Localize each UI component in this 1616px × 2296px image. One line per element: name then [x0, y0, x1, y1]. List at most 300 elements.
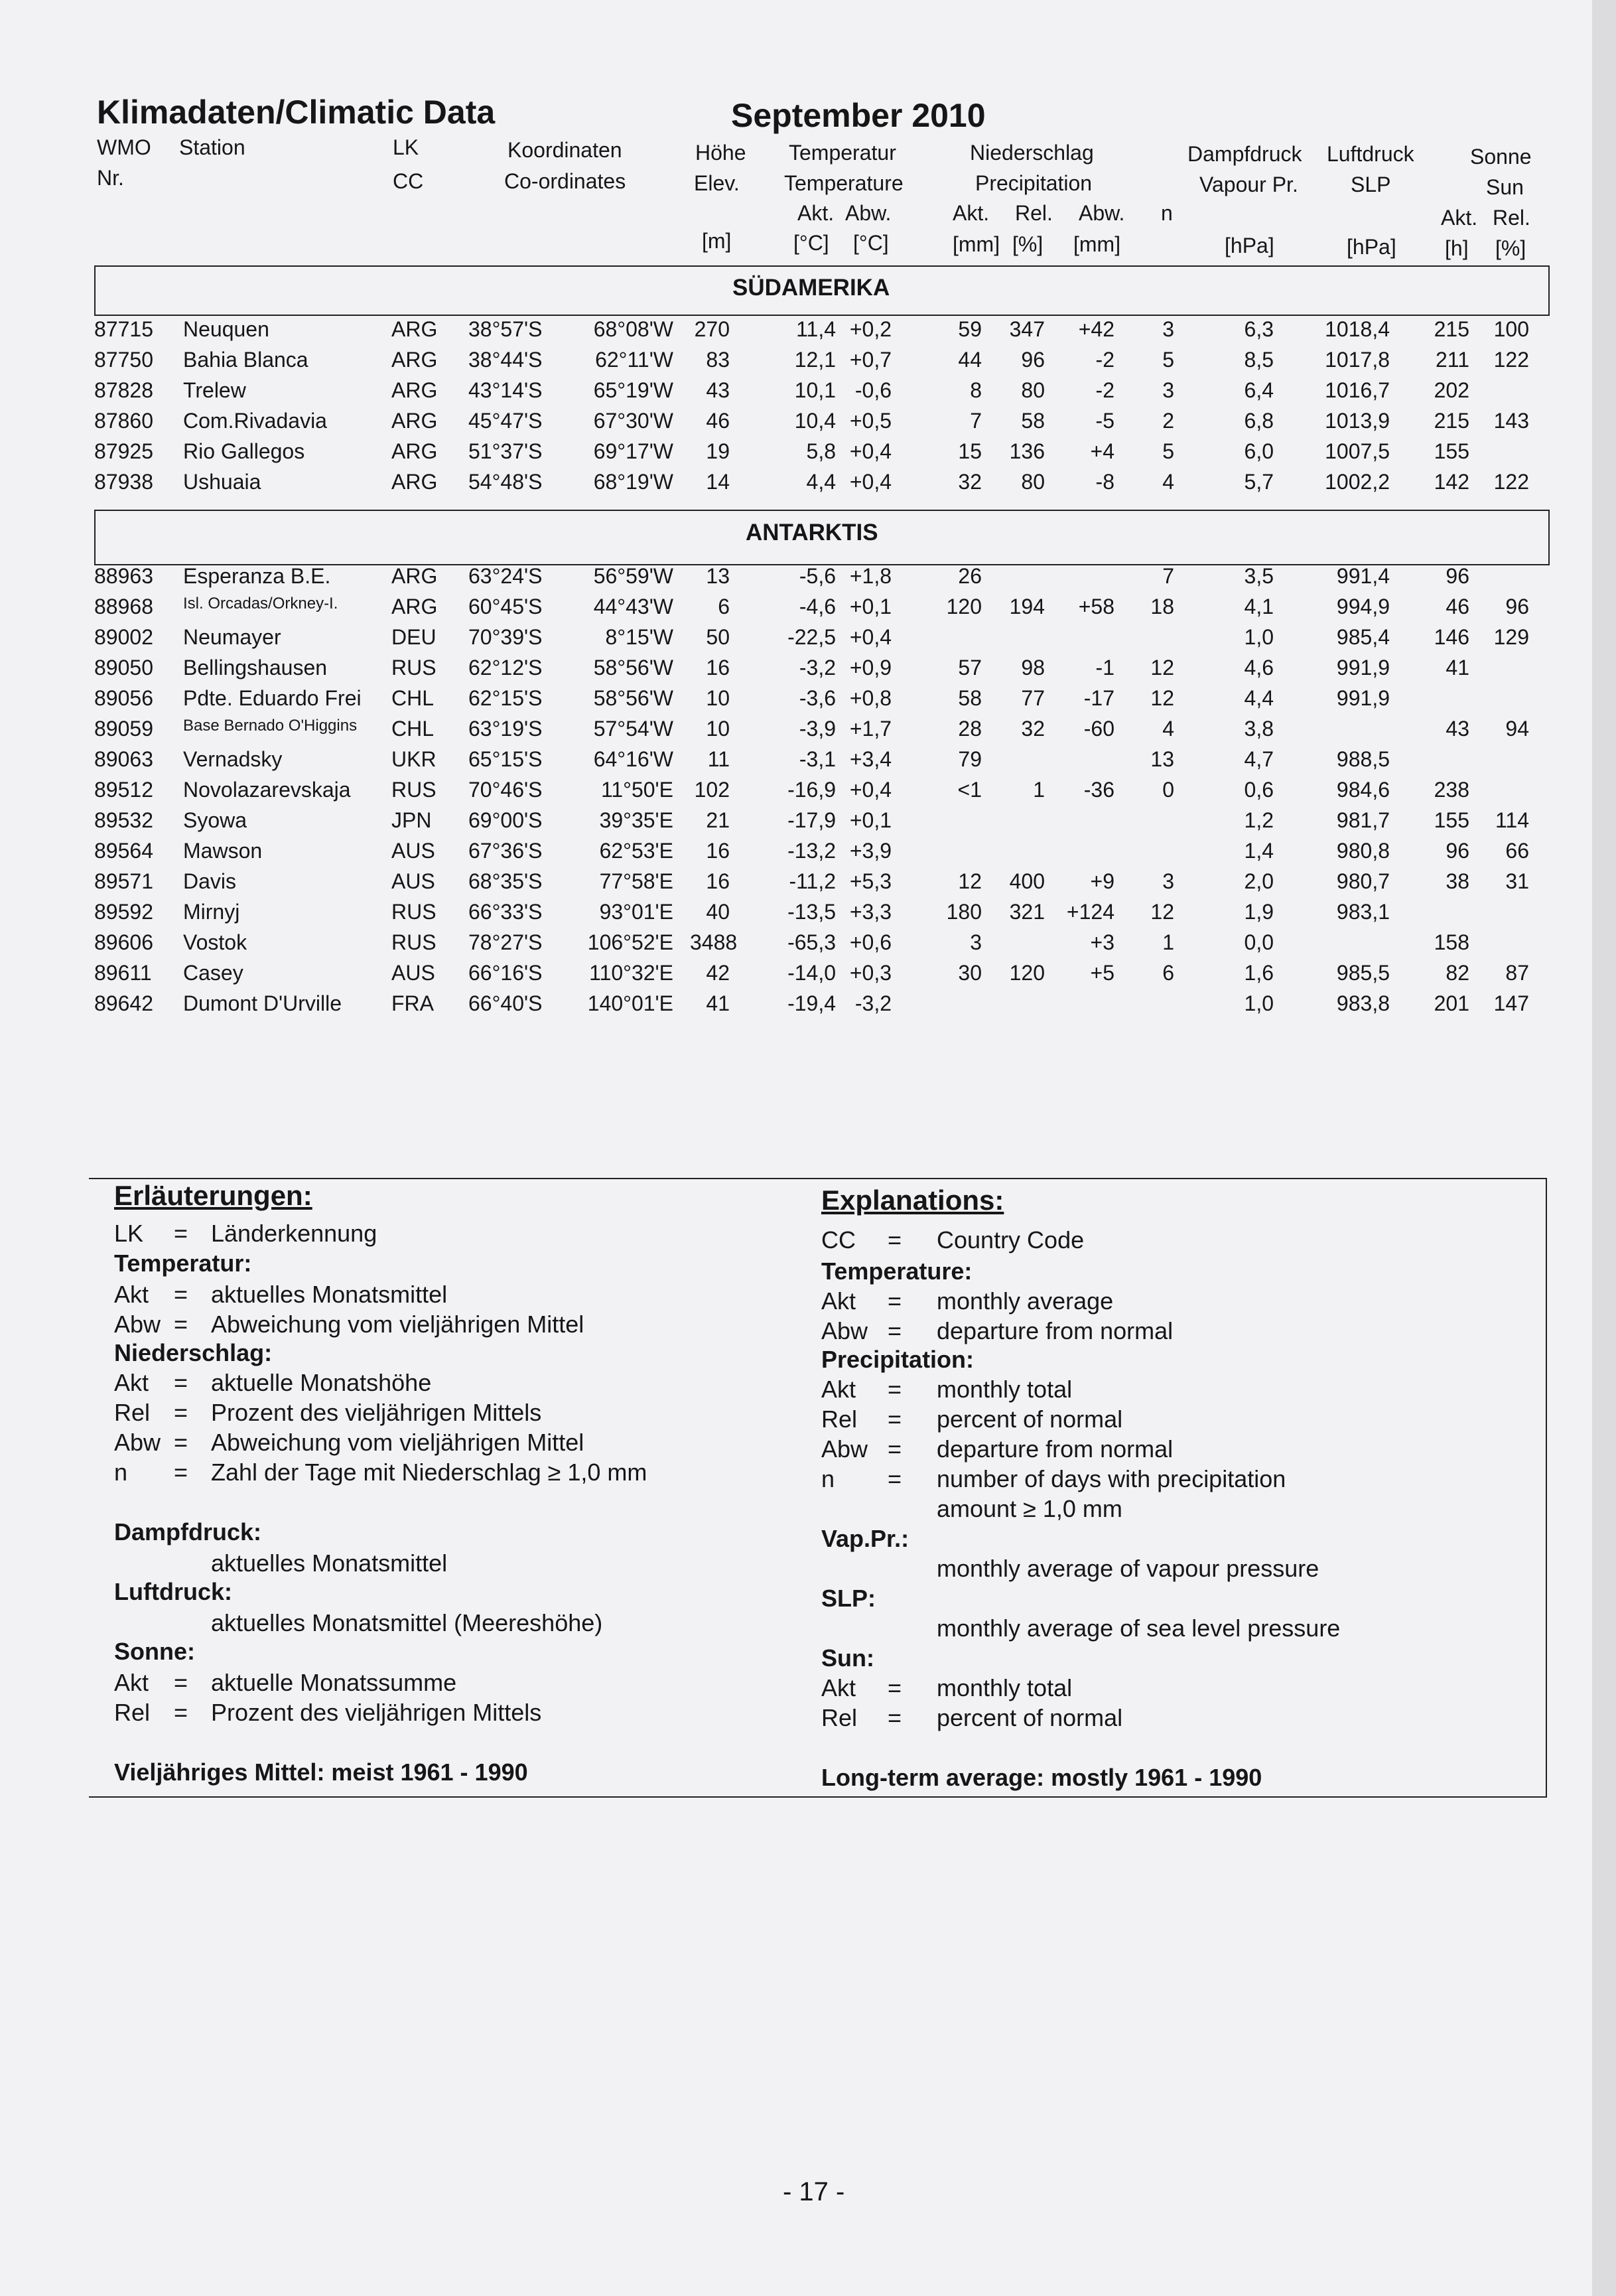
cell-elev: 16: [706, 656, 730, 680]
cell-p-rel: 96: [1021, 348, 1045, 372]
cell-t-abw: +0,4: [849, 470, 892, 494]
header-lk: LK: [393, 135, 419, 159]
cell-s-akt: 96: [1446, 839, 1469, 863]
cell-elev: 21: [706, 808, 730, 832]
cell-t-akt: -17,9: [787, 808, 836, 832]
expl-en-eq: =: [888, 1226, 902, 1254]
cell-slp: 991,9: [1336, 686, 1390, 710]
expl-de-sun-akt-key: Akt: [114, 1669, 149, 1696]
expl-de-eq: =: [174, 1281, 188, 1308]
cell-s-rel: 122: [1493, 470, 1529, 494]
header-koordinaten: Koordinaten: [507, 138, 622, 162]
cell-t-abw: +0,1: [849, 595, 892, 618]
cell-s-rel: 31: [1505, 869, 1529, 893]
cell-station: Syowa: [183, 808, 247, 832]
cell-vap: 0,0: [1244, 930, 1274, 954]
cell-nr: 89002: [94, 625, 153, 649]
header-temperatur: Temperatur: [789, 141, 896, 165]
expl-en-eq: =: [888, 1376, 902, 1403]
table-row: [0, 991, 1592, 1022]
header-sun: Sun: [1486, 175, 1524, 199]
cell-vap: 3,5: [1244, 564, 1274, 588]
cell-p-akt: 59: [958, 317, 982, 341]
header-temp-unit2: [°C]: [853, 231, 889, 255]
cell-lon: 140°01'E: [587, 991, 673, 1015]
header-sun-rel: Rel.: [1493, 206, 1530, 230]
cell-t-akt: -65,3: [787, 930, 836, 954]
table-row: [0, 839, 1592, 869]
cell-s-akt: 238: [1434, 778, 1469, 802]
cell-vap: 6,0: [1244, 439, 1274, 463]
cell-t-abw: +0,4: [849, 778, 892, 802]
expl-en-vap-head: Vap.Pr.:: [821, 1525, 909, 1552]
cell-t-akt: -3,9: [799, 717, 836, 741]
expl-de-vap-val: aktuelles Monatsmittel: [211, 1549, 448, 1577]
cell-slp: 1017,8: [1325, 348, 1390, 372]
expl-en-sun-akt-key: Akt: [821, 1674, 856, 1701]
expl-de-footer: Vieljähriges Mittel: meist 1961 - 1990: [114, 1758, 528, 1786]
cell-slp: 983,8: [1336, 991, 1390, 1015]
cell-lon: 62°53'E: [599, 839, 673, 863]
expl-de-sun-head: Sonne:: [114, 1638, 195, 1665]
cell-t-abw: +0,3: [849, 961, 892, 985]
cell-cc: ARG: [391, 348, 438, 372]
table-row: [0, 717, 1592, 747]
cell-s-akt: 38: [1446, 869, 1469, 893]
cell-t-abw: +0,6: [849, 930, 892, 954]
cell-elev: 270: [694, 317, 730, 341]
cell-cc: RUS: [391, 930, 437, 954]
expl-de-eq: =: [174, 1699, 188, 1726]
section-label-antarktis: ANTARKTIS: [746, 520, 878, 545]
cell-station: Neuquen: [183, 317, 269, 341]
cell-cc: AUS: [391, 839, 435, 863]
cell-slp: 980,7: [1336, 869, 1390, 893]
cell-nr: 89512: [94, 778, 153, 802]
expl-de-temp-abw-val: Abweichung vom vieljährigen Mittel: [211, 1311, 584, 1338]
cell-lon: 77°58'E: [599, 869, 673, 893]
cell-slp: 991,9: [1336, 656, 1390, 680]
cell-nr: 88968: [94, 595, 153, 618]
expl-en-eq: =: [888, 1317, 902, 1344]
cell-p-abw: -2: [1095, 348, 1114, 372]
expl-en-prec-rel-val: percent of normal: [937, 1405, 1123, 1433]
cell-cc: ARG: [391, 409, 438, 433]
cell-cc: CHL: [391, 686, 435, 710]
cell-t-akt: -4,6: [799, 595, 836, 618]
cell-elev: 3488: [690, 930, 738, 954]
cell-n: 2: [1162, 409, 1174, 433]
expl-de-sun-rel-val: Prozent des vieljährigen Mittels: [211, 1699, 542, 1726]
expl-de-prec-n-key: n: [114, 1459, 128, 1486]
expl-en-temp-abw-val: departure from normal: [937, 1317, 1174, 1344]
expl-en-heading: Explanations:: [821, 1184, 1004, 1216]
cell-nr: 89063: [94, 747, 153, 771]
cell-nr: 89564: [94, 839, 153, 863]
cell-p-akt: 79: [958, 747, 982, 771]
cell-p-abw: +42: [1078, 317, 1114, 341]
cell-s-rel: 143: [1493, 409, 1529, 433]
cell-station: Vernadsky: [183, 747, 283, 771]
header-prec-unit1: [mm]: [953, 232, 1000, 256]
expl-de-vap-head: Dampfdruck:: [114, 1518, 262, 1545]
cell-lon: 62°11'W: [595, 348, 673, 372]
cell-vap: 5,7: [1244, 470, 1274, 494]
header-prec-unit3: [mm]: [1073, 232, 1121, 256]
expl-en-eq: =: [888, 1405, 902, 1433]
cell-s-rel: 96: [1505, 595, 1529, 618]
cell-lon: 57°54'W: [593, 717, 673, 741]
cell-station: Rio Gallegos: [183, 439, 305, 463]
cell-s-akt: 155: [1434, 808, 1469, 832]
table-row: [0, 564, 1592, 595]
cell-slp: 1018,4: [1325, 317, 1390, 341]
header-slp-unit: [hPa]: [1347, 235, 1396, 259]
cell-t-akt: 12,1: [794, 348, 836, 372]
cell-n: 5: [1162, 439, 1174, 463]
cell-cc: AUS: [391, 869, 435, 893]
cell-t-akt: -3,2: [799, 656, 836, 680]
cell-station: Neumayer: [183, 625, 281, 649]
cell-t-abw: +3,4: [849, 747, 892, 771]
cell-p-abw: -8: [1095, 470, 1114, 494]
cell-s-akt: 211: [1435, 348, 1469, 372]
cell-cc: ARG: [391, 470, 438, 494]
cell-vap: 1,4: [1244, 839, 1274, 863]
cell-p-abw: +9: [1090, 869, 1114, 893]
cell-lat: 62°15'S: [468, 686, 543, 710]
cell-t-abw: +0,7: [849, 348, 892, 372]
cell-slp: 980,8: [1336, 839, 1390, 863]
section-label-suedamerika: SÜDAMERIKA: [732, 275, 890, 301]
cell-lat: 54°48'S: [468, 470, 543, 494]
cell-n: 12: [1150, 656, 1174, 680]
page-number: - 17 -: [783, 2177, 845, 2206]
table-row: [0, 747, 1592, 778]
cell-lon: 64°16'W: [593, 747, 673, 771]
cell-vap: 4,6: [1244, 656, 1274, 680]
expl-en-eq: =: [888, 1704, 902, 1731]
header-precipitation: Precipitation: [975, 171, 1093, 195]
page-title: Klimadaten/Climatic Data: [97, 94, 496, 131]
expl-en-temp-abw-key: Abw: [821, 1317, 868, 1344]
expl-en-eq: =: [888, 1287, 902, 1315]
expl-de-sun-rel-key: Rel: [114, 1699, 151, 1726]
expl-de-lk-key: LK: [114, 1220, 144, 1247]
cell-t-abw: +0,1: [849, 808, 892, 832]
cell-lat: 38°57'S: [468, 317, 543, 341]
cell-vap: 4,7: [1244, 747, 1274, 771]
cell-lon: 11°50'E: [600, 778, 673, 802]
expl-de-temp-akt-val: aktuelles Monatsmittel: [211, 1281, 448, 1308]
cell-p-akt: 180: [946, 900, 982, 924]
cell-cc: ARG: [391, 378, 438, 402]
cell-station: Isl. Orcadas/Orkney-I.: [183, 595, 338, 612]
cell-cc: RUS: [391, 656, 437, 680]
cell-n: 18: [1150, 595, 1174, 618]
cell-elev: 16: [706, 869, 730, 893]
cell-slp: 1002,2: [1325, 470, 1390, 494]
table-row: [0, 378, 1592, 409]
cell-elev: 14: [706, 470, 730, 494]
cell-t-akt: -5,6: [799, 564, 836, 588]
cell-s-rel: 129: [1493, 625, 1529, 649]
expl-en-prec-n-val: number of days with precipitation: [937, 1465, 1286, 1492]
cell-p-akt: 120: [946, 595, 982, 618]
cell-t-akt: 10,4: [794, 409, 836, 433]
cell-p-abw: +4: [1090, 439, 1114, 463]
cell-p-akt: 28: [958, 717, 982, 741]
cell-p-akt: 3: [970, 930, 982, 954]
cell-p-abw: -5: [1095, 409, 1114, 433]
expl-en-prec-n-key: n: [821, 1465, 835, 1492]
cell-n: 0: [1162, 778, 1174, 802]
expl-en-eq: =: [888, 1435, 902, 1463]
table-row: [0, 317, 1592, 348]
expl-de-lk-val: Länderkennung: [211, 1220, 377, 1247]
cell-t-akt: 10,1: [794, 378, 836, 402]
expl-en-sun-rel-key: Rel: [821, 1704, 858, 1731]
cell-s-akt: 146: [1434, 625, 1469, 649]
cell-lat: 66°40'S: [468, 991, 543, 1015]
cell-cc: DEU: [391, 625, 437, 649]
cell-cc: ARG: [391, 595, 438, 618]
cell-vap: 6,4: [1244, 378, 1274, 402]
header-temp-akt: Akt.: [797, 201, 835, 225]
cell-p-rel: 32: [1021, 717, 1045, 741]
header-wmo: WMO: [97, 135, 151, 159]
cell-p-rel: 80: [1021, 470, 1045, 494]
cell-station: Casey: [183, 961, 243, 985]
cell-station: Dumont D'Urville: [183, 991, 342, 1015]
cell-p-abw: -17: [1083, 686, 1114, 710]
cell-p-rel: 347: [1009, 317, 1045, 341]
cell-p-rel: 321: [1009, 900, 1045, 924]
table-row: [0, 656, 1592, 686]
cell-s-rel: 147: [1493, 991, 1529, 1015]
cell-vap: 8,5: [1244, 348, 1274, 372]
cell-cc: UKR: [391, 747, 437, 771]
expl-de-prec-abw-key: Abw: [114, 1429, 161, 1456]
expl-en-slp-val: monthly average of sea level pressure: [937, 1614, 1341, 1642]
header-prec-akt: Akt.: [953, 201, 990, 225]
cell-lat: 68°35'S: [468, 869, 543, 893]
cell-n: 5: [1162, 348, 1174, 372]
header-slp: SLP: [1351, 173, 1391, 196]
cell-lon: 67°30'W: [593, 409, 673, 433]
cell-t-abw: +3,9: [849, 839, 892, 863]
cell-p-akt: 44: [958, 348, 982, 372]
table-row: [0, 348, 1592, 378]
cell-nr: 89056: [94, 686, 153, 710]
cell-t-akt: -14,0: [787, 961, 836, 985]
cell-lat: 70°39'S: [468, 625, 543, 649]
expl-en-prec-rel-key: Rel: [821, 1405, 858, 1433]
cell-cc: RUS: [391, 778, 437, 802]
cell-lon: 58°56'W: [593, 686, 673, 710]
cell-p-rel: 136: [1009, 439, 1045, 463]
cell-lon: 56°59'W: [593, 564, 673, 588]
table-row: [0, 625, 1592, 656]
expl-de-eq: =: [174, 1311, 188, 1338]
cell-station: Bahia Blanca: [183, 348, 308, 372]
cell-nr: 89571: [94, 869, 153, 893]
table-row: [0, 595, 1592, 625]
cell-cc: FRA: [391, 991, 434, 1015]
cell-nr: 87925: [94, 439, 153, 463]
cell-vap: 6,3: [1244, 317, 1274, 341]
cell-t-abw: +1,7: [849, 717, 892, 741]
cell-cc: ARG: [391, 317, 438, 341]
table-row: [0, 470, 1592, 500]
cell-vap: 6,8: [1244, 409, 1274, 433]
cell-lat: 66°16'S: [468, 961, 543, 985]
header-luftdruck: Luftdruck: [1327, 142, 1414, 166]
cell-s-akt: 155: [1434, 439, 1469, 463]
expl-de-prec-akt-val: aktuelle Monatshöhe: [211, 1369, 432, 1396]
cell-n: 4: [1162, 717, 1174, 741]
expl-en-temp-akt-val: monthly average: [937, 1287, 1114, 1315]
expl-en-eq: =: [888, 1465, 902, 1492]
expl-de-heading: Erläuterungen:: [114, 1180, 312, 1211]
cell-lat: 51°37'S: [468, 439, 543, 463]
cell-s-rel: 94: [1505, 717, 1529, 741]
expl-de-temp-abw-key: Abw: [114, 1311, 161, 1338]
cell-vap: 1,6: [1244, 961, 1274, 985]
cell-p-akt: 8: [970, 378, 982, 402]
expl-de-prec-abw-val: Abweichung vom vieljährigen Mittel: [211, 1429, 584, 1456]
cell-nr: 87860: [94, 409, 153, 433]
cell-n: 12: [1150, 686, 1174, 710]
header-sun-akt: Akt.: [1441, 206, 1478, 230]
cell-nr: 89059: [94, 717, 153, 741]
header-sun-unit1: [h]: [1445, 236, 1469, 260]
cell-s-akt: 46: [1446, 595, 1469, 618]
cell-nr: 89642: [94, 991, 153, 1015]
cell-s-akt: 43: [1446, 717, 1469, 741]
cell-t-abw: -3,2: [854, 991, 892, 1015]
cell-lon: 39°35'E: [599, 808, 673, 832]
cell-station: Com.Rivadavia: [183, 409, 327, 433]
expl-en-slp-head: SLP:: [821, 1585, 876, 1612]
cell-t-akt: -3,1: [799, 747, 836, 771]
cell-cc: JPN: [391, 808, 432, 832]
cell-slp: 984,6: [1336, 778, 1390, 802]
cell-n: 7: [1162, 564, 1174, 588]
cell-slp: 1016,7: [1325, 378, 1390, 402]
expl-de-eq: =: [174, 1459, 188, 1486]
scan-edge: [1592, 0, 1616, 2296]
table-row: [0, 808, 1592, 839]
cell-s-akt: 82: [1446, 961, 1469, 985]
expl-en-prec-n-val2: amount ≥ 1,0 mm: [937, 1495, 1122, 1522]
cell-lat: 70°46'S: [468, 778, 543, 802]
cell-p-abw: -1: [1095, 656, 1114, 680]
cell-station: Mirnyj: [183, 900, 240, 924]
cell-cc: ARG: [391, 564, 438, 588]
table-row: [0, 686, 1592, 717]
cell-lon: 44°43'W: [593, 595, 673, 618]
cell-lat: 63°19'S: [468, 717, 543, 741]
expl-en-prec-akt-val: monthly total: [937, 1376, 1073, 1403]
table-row: [0, 961, 1592, 991]
cell-station: Bellingshausen: [183, 656, 328, 680]
expl-de-eq: =: [174, 1429, 188, 1456]
table-row: [0, 439, 1592, 470]
header-sun-unit2: [%]: [1495, 236, 1526, 260]
cell-vap: 4,1: [1244, 595, 1274, 618]
expl-de-prec-n-val: Zahl der Tage mit Niederschlag ≥ 1,0 mm: [211, 1459, 647, 1486]
cell-cc: RUS: [391, 900, 437, 924]
cell-slp: 1013,9: [1325, 409, 1390, 433]
expl-de-temp-akt-key: Akt: [114, 1281, 149, 1308]
cell-lat: 65°15'S: [468, 747, 543, 771]
header-dampfdruck: Dampfdruck: [1187, 142, 1302, 166]
cell-p-abw: +5: [1090, 961, 1114, 985]
cell-n: 3: [1162, 378, 1174, 402]
cell-elev: 10: [706, 717, 730, 741]
table-row: [0, 869, 1592, 900]
cell-cc: AUS: [391, 961, 435, 985]
cell-p-akt: 30: [958, 961, 982, 985]
cell-elev: 6: [718, 595, 730, 618]
cell-t-akt: 4,4: [806, 470, 836, 494]
cell-station: Novolazarevskaja: [183, 778, 351, 802]
cell-elev: 13: [706, 564, 730, 588]
expl-de-prec-rel-key: Rel: [114, 1399, 151, 1426]
cell-s-akt: 41: [1446, 656, 1469, 680]
header-cc: CC: [393, 169, 424, 193]
expl-en-eq: =: [888, 1674, 902, 1701]
cell-p-akt: 15: [958, 439, 982, 463]
cell-elev: 16: [706, 839, 730, 863]
expl-de-sun-akt-val: aktuelle Monatssumme: [211, 1669, 457, 1696]
cell-p-akt: 57: [958, 656, 982, 680]
cell-lon: 110°32'E: [589, 961, 673, 985]
cell-lat: 62°12'S: [468, 656, 543, 680]
expl-en-sun-akt-val: monthly total: [937, 1674, 1073, 1701]
cell-nr: 89592: [94, 900, 153, 924]
expl-de-lk-eq: =: [174, 1220, 188, 1247]
expl-en-prec-head: Precipitation:: [821, 1346, 975, 1373]
cell-station: Base Bernado O'Higgins: [183, 717, 358, 735]
expl-de-eq: =: [174, 1399, 188, 1426]
cell-lat: 69°00'S: [468, 808, 543, 832]
cell-lon: 68°08'W: [593, 317, 673, 341]
cell-t-akt: -16,9: [787, 778, 836, 802]
cell-elev: 83: [706, 348, 730, 372]
cell-p-abw: -2: [1095, 378, 1114, 402]
cell-elev: 10: [706, 686, 730, 710]
cell-station: Vostok: [183, 930, 247, 954]
cell-p-abw: -36: [1083, 778, 1114, 802]
cell-vap: 1,0: [1244, 625, 1274, 649]
cell-t-abw: +0,4: [849, 439, 892, 463]
cell-vap: 0,6: [1244, 778, 1274, 802]
header-sonne: Sonne: [1470, 145, 1532, 169]
cell-t-akt: -11,2: [789, 869, 836, 893]
cell-p-abw: +58: [1078, 595, 1114, 618]
header-vapour: Vapour Pr.: [1199, 173, 1298, 196]
cell-p-rel: 77: [1021, 686, 1045, 710]
cell-p-rel: 1: [1033, 778, 1045, 802]
expl-de-eq: =: [174, 1669, 188, 1696]
cell-lon: 8°15'W: [605, 625, 673, 649]
cell-p-abw: +3: [1090, 930, 1114, 954]
header-prec-unit2: [%]: [1012, 232, 1044, 256]
cell-p-akt: 58: [958, 686, 982, 710]
cell-s-rel: 122: [1493, 348, 1529, 372]
